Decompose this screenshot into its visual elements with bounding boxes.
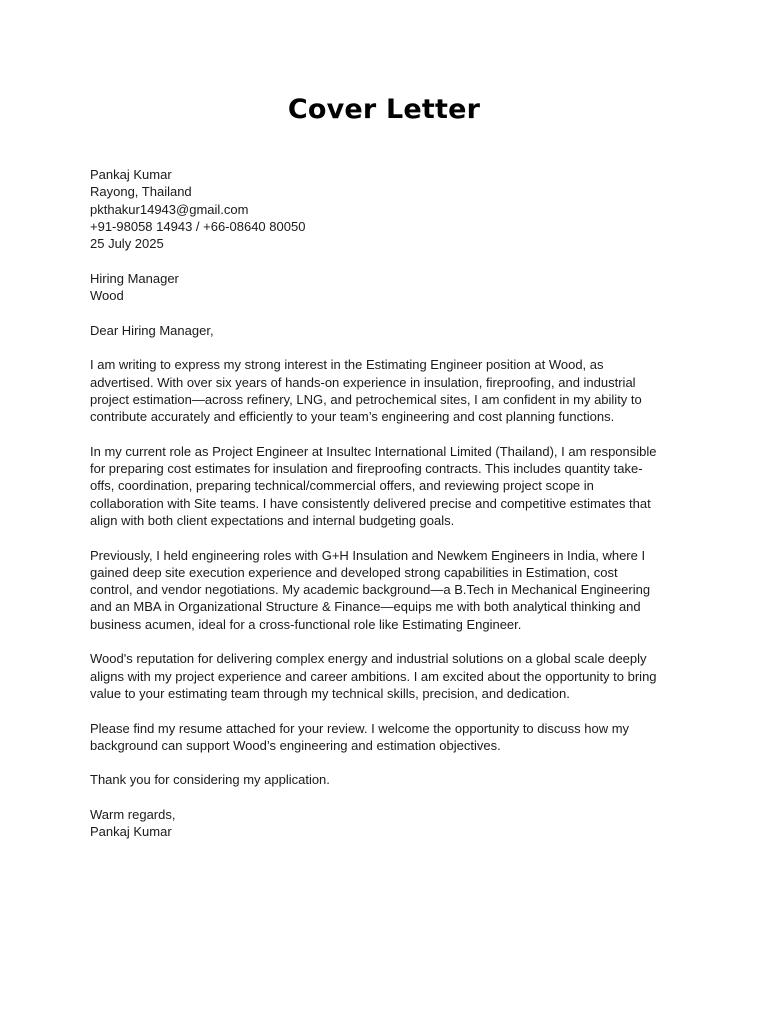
sender-email: pkthakur14943@gmail.com	[90, 201, 249, 217]
sign-off	[90, 806, 690, 841]
recipient-title: Hiring Manager	[90, 270, 179, 286]
paragraph-company-fit: Wood's reputation for delivering complex energy and industrial solutions on a global scale deeply aligns with my project experience and career ambitions. I am excited about the opportunity to bring value to your estimating team through my technical skills, precision, and dedication.	[90, 651, 657, 701]
paragraph-intro: I am writing to express my strong interest in the Estimating Engineer position at Wood, as advertised. With over six years of hands-on experience in insulation, fireproofing, and industrial project estimation—across refinery, LNG, and petrochemical sites, I am confident in my ability to contribute accurately and efficiently to your team’s engineering and cost planning functions.	[90, 357, 642, 425]
closing: Warm regards,	[90, 806, 176, 822]
recipient-info	[90, 270, 690, 305]
letter-date: 25 July 2025	[90, 236, 164, 252]
paragraph-current-role: In my current role as Project Engineer at Insultec International Limited (Thailand), I am responsible for preparing cost estimates for insulation and fireproofing contracts. This includes quantity take- offs, coordination, preparing technical/commercial offers, and reviewing project scope in collaboration with Site teams. I have consistently delivered precise and competitive estimates that align with both client expectations and internal budgeting goals.	[90, 443, 657, 528]
recipient-company: Wood	[90, 288, 124, 304]
paragraph-thanks: Thank you for considering my application.	[90, 772, 330, 788]
page-title: Cover Letter	[287, 94, 481, 125]
letter-body	[90, 166, 690, 858]
paragraph-previous-roles: Previously, I held engineering roles with G+H Insulation and Newkem Engineers in India, where I gained deep site execution experience and developed strong capabilities in Estimation, cost control, and vendor negotiations. My academic background—a B.Tech in Mechanical Engineering and an MBA in Organizational Structure & Finance—equips me with both analytical thinking and business acumen, ideal for a cross-functional role like Estimating Engineer.	[90, 547, 651, 632]
paragraph-resume: Please find my resume attached for your review. I welcome the opportunity to discuss how my background can support Wood’s engineering and estimation objectives.	[90, 720, 630, 753]
signature-name: Pankaj Kumar	[90, 824, 172, 840]
sender-name: Pankaj Kumar	[90, 167, 172, 182]
sender-phone: +91-98058 14943 / +66-08640 80050	[90, 218, 306, 234]
sender-info	[90, 166, 690, 252]
salutation: Dear Hiring Manager,	[90, 322, 214, 338]
sender-location: Rayong, Thailand	[90, 184, 192, 200]
